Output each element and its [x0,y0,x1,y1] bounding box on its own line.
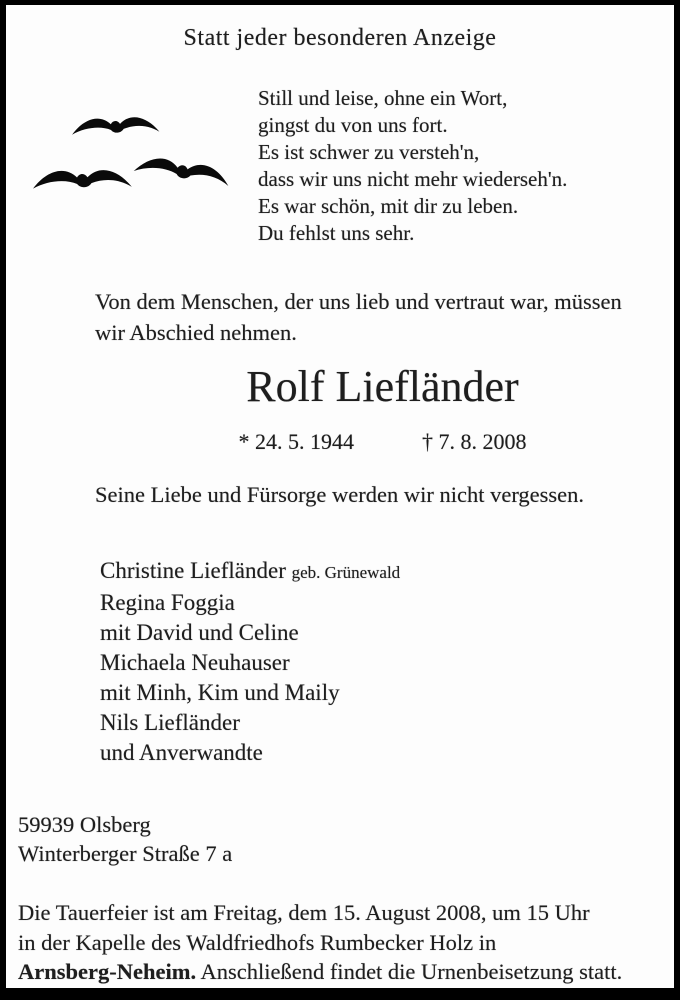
address-block [18,811,232,868]
obituary-page [6,5,674,988]
mourners-list [100,556,400,768]
funeral-line: Die Tauerfeier ist am Freitag, dem 15. August 2008, um 15 Uhr [18,900,590,925]
funeral-city-bold: Arnsberg-Neheim. [18,959,197,984]
poem-line: dass wir uns nicht mehr wiederseh'n. [258,167,568,191]
address-postal-city: 59939 Olsberg [18,812,151,837]
flying-birds-icon [22,100,250,210]
mourner-birth-name: geb. Grünewald [291,563,401,582]
memorial-poem [258,85,567,247]
birth-date: * 24. 5. 1944 [238,429,354,454]
intro-text [95,286,622,348]
mourner-name: mit Minh, Kim und Maily [100,680,340,705]
funeral-announcement [18,898,622,987]
pre-header-line: Statt jeder besonderen Anzeige [183,25,497,51]
poem-line: Es ist schwer zu versteh'n, [258,140,480,164]
life-dates [95,429,670,455]
mourner-name: mit David und Celine [100,620,299,645]
funeral-line [18,957,622,987]
funeral-line: in der Kapelle des Waldfriedhofs Rumbecker Holz in [18,929,497,955]
mourner-name: und Anverwandte [100,740,263,765]
mourner-name: Nils Liefländer [100,710,240,735]
poem-line: Still und leise, ohne ein Wort, [258,86,508,110]
mourner-name [100,556,400,588]
poem-line: gingst du von uns fort. [258,113,448,137]
mourner-name: Michaela Neuhauser [100,650,290,675]
deceased-name: Rolf Liefländer [246,362,519,411]
death-date: † 7. 8. 2008 [422,429,527,454]
mourner-main-name: Christine Liefländer [100,558,286,583]
intro-line: wir Abschied nehmen. [95,320,297,345]
poem-line: Es war schön, mit dir zu leben. [258,194,519,218]
address-street: Winterberger Straße 7 a [18,840,233,866]
intro-line: Von dem Menschen, der uns lieb und vertraut war, müssen [95,289,622,314]
poem-line: Du fehlst uns sehr. [258,221,415,245]
funeral-line-rest: Anschließend findet die Urnenbeisetzung statt. [196,959,623,984]
farewell-line: Seine Liebe und Fürsorge werden wir nicht vergessen. [95,482,585,507]
mourner-name: Regina Foggia [100,590,235,615]
